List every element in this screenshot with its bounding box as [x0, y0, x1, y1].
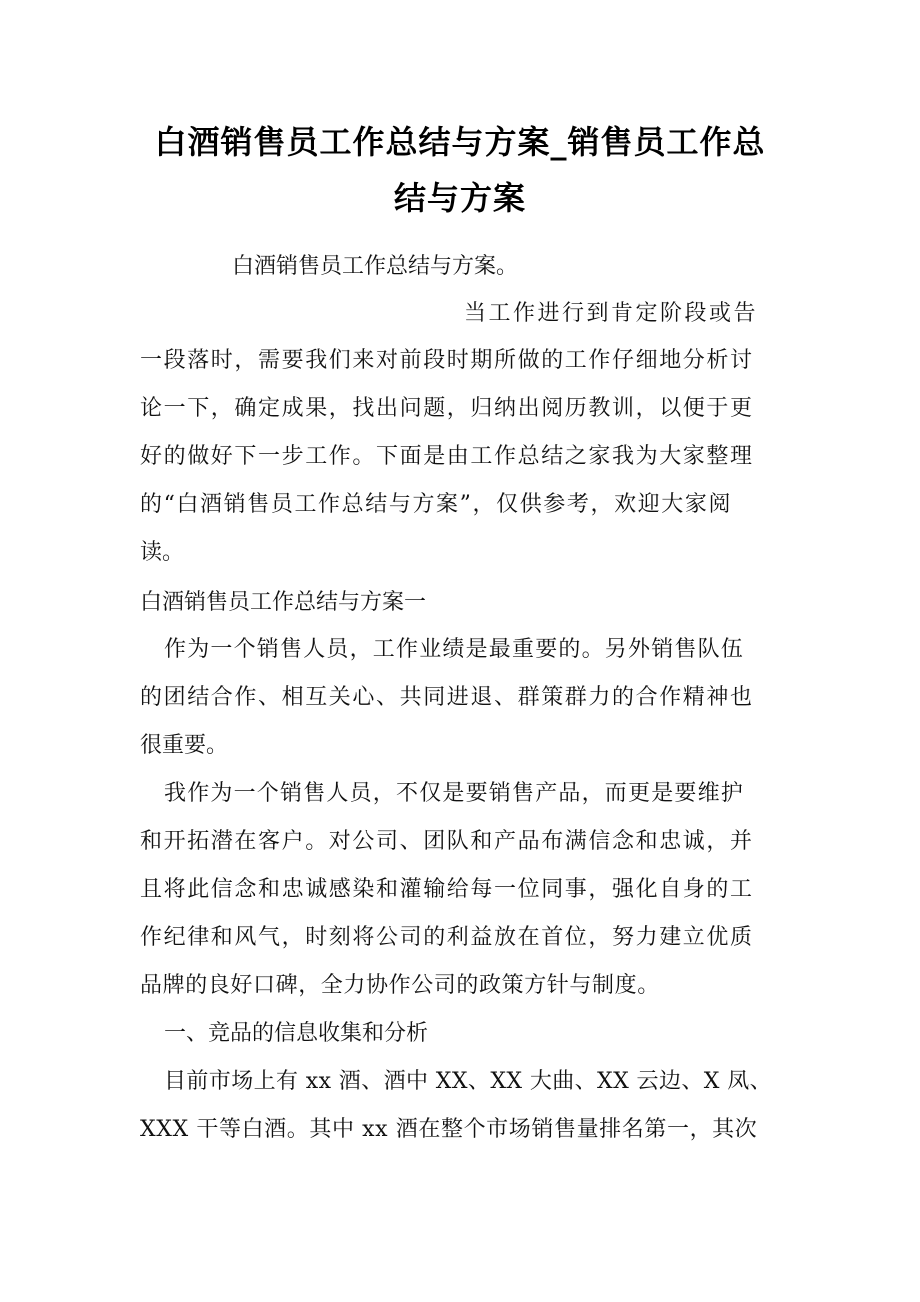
subheading: 一、竞品的信息收集和分析 — [164, 1021, 429, 1046]
intro-line: 当工作进行到肯定阶段或告 — [464, 301, 759, 326]
paragraph-line: 的团结合作、相互关心、共同进退、群策群力的合作精神也 — [140, 685, 754, 710]
section-heading: 白酒销售员工作总结与方案一 — [140, 590, 427, 615]
title-line: 结与方案 — [393, 179, 526, 217]
paragraph-line: 目前市场上有 xx 酒、酒中 XX、XX 大曲、XX 云边、X 凤、 — [164, 1069, 773, 1094]
paragraph-line: 作纪律和风气，时刻将公司的利益放在首位，努力建立优质 — [140, 925, 754, 950]
paragraph-line: 作为一个销售人员，工作业绩是最重要的。另外销售队伍 — [164, 637, 745, 662]
paragraph-line: XXX 干等白酒。其中 xx 酒在整个市场销售量排名第一，其次 — [140, 1117, 758, 1142]
paragraph-line: 和开拓潜在客户。对公司、团队和产品布满信念和忠诚，并 — [140, 829, 754, 854]
intro-line: 的“白酒销售员工作总结与方案”，仅供参考，欢迎大家阅 — [140, 492, 733, 517]
document-title — [140, 114, 780, 226]
paragraph-line: 且将此信念和忠诚感染和灌输给每一位同事，强化自身的工 — [140, 877, 754, 902]
paragraph-line: 品牌的良好口碑，全力协作公司的政策方针与制度。 — [140, 973, 660, 998]
title-line: 白酒销售员工作总结与方案_销售员工作总 — [154, 123, 766, 161]
intro-line: 好的做好下一步工作。下面是由工作总结之家我为大家整理 — [140, 444, 754, 469]
intro-line: 读。 — [140, 540, 185, 565]
intro-line: 论一下，确定成果，找出问题，归纳出阅历教训，以便于更 — [140, 396, 754, 421]
paragraph-line: 很重要。 — [140, 733, 229, 758]
intro-title: 白酒销售员工作总结与方案。 — [232, 254, 519, 279]
paragraph-line: 我作为一个销售人员，不仅是要销售产品，而更是要维护 — [164, 781, 745, 806]
intro-line: 一段落时，需要我们来对前段时期所做的工作仔细地分析讨 — [140, 348, 754, 373]
